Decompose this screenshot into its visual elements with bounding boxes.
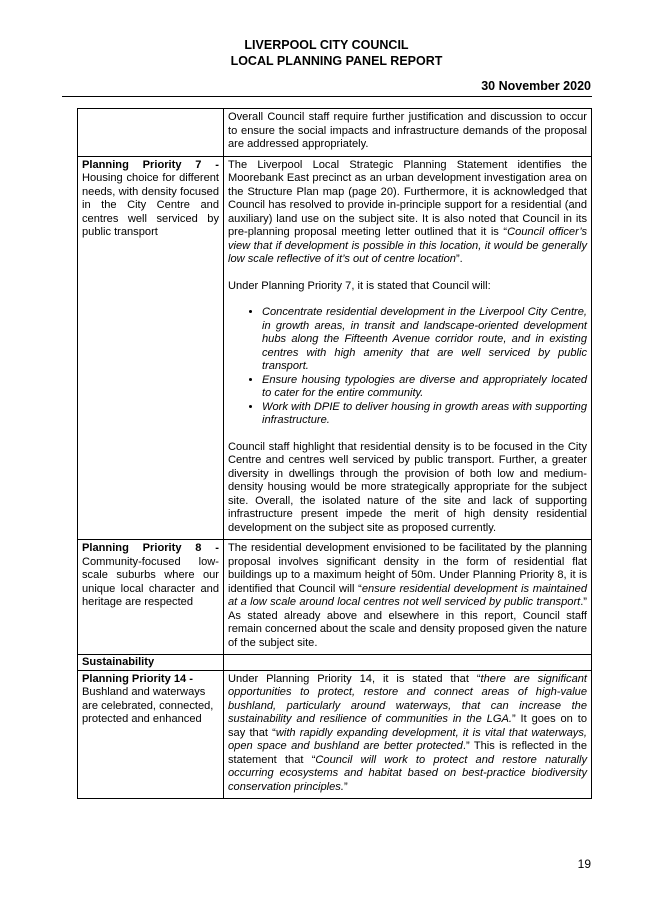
priority-7-paragraph-2: Under Planning Priority 7, it is stated that Council will:: [228, 279, 491, 292]
text-run: ”.: [455, 253, 463, 265]
overall-statement: Overall Council staff require further justification and discussion to occur to ensure the social impacts and infrastructure demands of the proposal are addressed appropriately.: [228, 111, 587, 150]
quote-run: Council will work to protect and restore naturally occurring ecosystems and habitat based on best-practice biodiversity conservation principles.: [228, 753, 587, 793]
priority-14-description: Bushland and waterways are celebrated, connected, protected and enhanced: [82, 686, 214, 725]
list-item: • Concentrate residential development in the Liverpool City Centre, in growth areas, in transit and landscape-oriented development hubs along the Fifteenth Avenue corridor route, and in existing centres with high amenity that are well serviced by public transport.: [262, 306, 587, 374]
report-header-title: LOCAL PLANNING PANEL REPORT: [230, 54, 443, 68]
section-empty-cell: [224, 655, 592, 671]
priority-8-title: Planning Priority 8 -: [82, 542, 219, 554]
priority-7-bullet-list: [228, 306, 587, 428]
table-row: [78, 670, 592, 799]
priority-7-title: Planning Priority 7 -: [82, 158, 219, 171]
priority-7-description: Housing choice for different needs, with density focused in the City Centre and centres well serviced by public transport: [82, 172, 219, 238]
table-row: [78, 540, 592, 655]
row-right-cell: [224, 670, 592, 799]
header-rule: [62, 96, 592, 97]
row-left-cell: [78, 109, 224, 157]
text-run: The residential development envisioned to be facilitated by the planning proposal involves significant density in the form of residential flat buildings up to a maximum height of 50m. Under Planning Priority 8, it is identified that Council will “: [228, 542, 587, 595]
quote-run: with rapidly expanding development, it is vital that waterways, open space and bushland are better protected: [228, 726, 587, 752]
quote-run: Council officer’s view that if development is possible in this location, it would be generally low scale reflective of it’s out of centre location: [228, 226, 588, 265]
text-run: The Liverpool Local Strategic Planning Statement identifies the Moorebank East precinct as an urban development investigation area on the Structure Plan map (page 20). Furthermore, it is acknowledged that Council has resolved to provide in-principle support for a residential (and auxiliary) land use on the subject site. It is also noted that Council in its pre-planning proposal meeting letter outlined that it is “: [228, 158, 587, 238]
row-right-cell: [224, 540, 592, 655]
planning-priorities-table: [77, 108, 592, 799]
section-row: [78, 655, 592, 671]
row-right-cell: [224, 109, 592, 157]
text-run: ” It goes on to say that “: [228, 713, 587, 739]
quote-run: ensure residential development is maintained at a low scale around local centres not well serviced by public transport: [228, 582, 587, 608]
priority-7-paragraph-3: Council staff highlight that residential density is to be focused in the City Centre and centres well serviced by public transport. Further, a greater diversity in dwellings through the provision of both low and medium-density housing would be more strategically appropriate for the subject site. Overall, the isolated nature of the site and lack of supporting infrastructure present impede the merit of high density residential development on the subject site as proposed currently.: [228, 440, 587, 534]
row-left-cell: [78, 670, 224, 799]
text-run: .” As stated already above and elsewhere in this report, Council staff remain concerned about the scale and density proposed given the nature of the subject site.: [228, 596, 587, 649]
priority-14-paragraph: [228, 673, 587, 795]
text-run: .” This is reflected in the statement that “: [228, 740, 587, 766]
report-header-council: LIVERPOOL CITY COUNCIL: [244, 38, 409, 52]
priority-8-description: Community-focused low-scale suburbs where our unique local character and heritage are respected: [82, 555, 219, 608]
priority-14-title: Planning Priority 14 -: [82, 672, 193, 685]
section-heading-sustainability: Sustainability: [78, 655, 224, 671]
text-run: ”: [343, 780, 348, 793]
row-right-cell: [224, 156, 592, 540]
report-date: 30 November 2020: [481, 79, 591, 93]
row-left-cell: [78, 156, 224, 540]
list-item: • Ensure housing typologies are diverse and appropriately located to cater for the entire community.: [262, 374, 587, 401]
priority-8-paragraph: [228, 542, 587, 650]
table-row: [78, 109, 592, 157]
table-row: [78, 156, 592, 540]
priority-7-paragraph-1: [228, 159, 587, 267]
quote-run: there are significant opportunities to protect, restore and connect areas of high-value bushland, particularly around waterways, that can increase the sustainability and resilience of communities in the LGA.: [228, 672, 587, 725]
text-run: Under Planning Priority 14, it is stated that “: [228, 672, 481, 685]
page-number: 19: [577, 857, 591, 871]
row-left-cell: [78, 540, 224, 655]
list-item: • Work with DPIE to deliver housing in growth areas with supporting infrastructure.: [262, 401, 587, 428]
